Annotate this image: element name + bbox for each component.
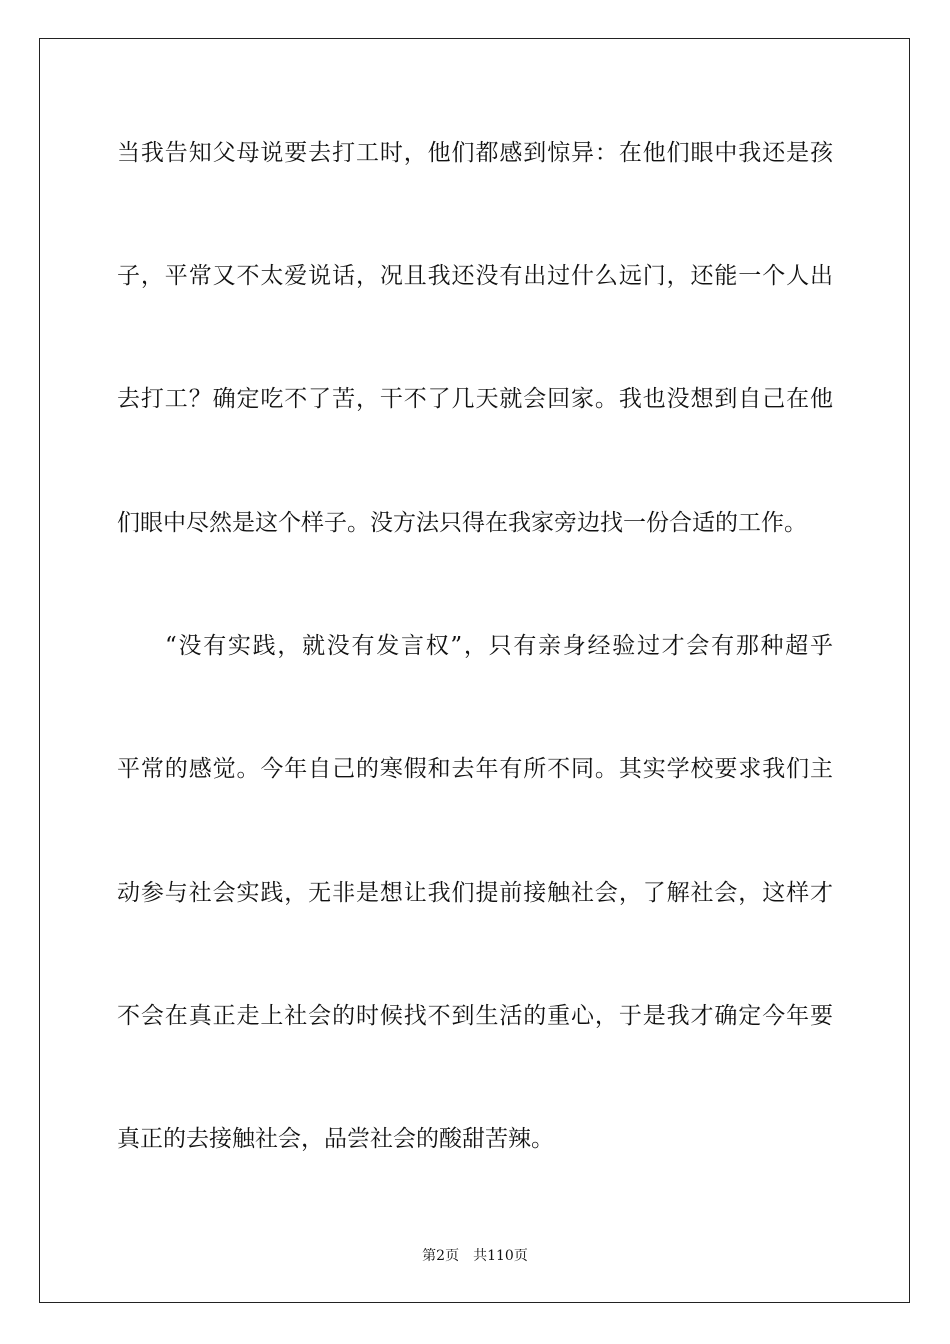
paragraph-line: 当我告知父母说要去打工时，他们都感到惊异：在他们眼中我还是孩 xyxy=(117,140,833,166)
paragraph-line: 去打工？确定吃不了苦，干不了几天就会回家。我也没想到自己在他 xyxy=(117,386,833,412)
page-number: 第2页 xyxy=(422,1248,460,1264)
paragraph-line: 平常的感觉。今年自己的寒假和去年有所不同。其实学校要求我们主 xyxy=(117,756,833,782)
paragraph-line: 动参与社会实践，无非是想让我们提前接触社会，了解社会，这样才 xyxy=(117,880,833,906)
page-total: 共110页 xyxy=(473,1248,528,1264)
page-border xyxy=(39,38,910,1303)
paragraph-line: 子，平常又不太爱说话，况且我还没有出过什么远门，还能一个人出 xyxy=(117,263,833,289)
page-footer xyxy=(0,1247,950,1265)
paragraph-line: 们眼中尽然是这个样子。没方法只得在我家旁边找一份合适的工作。 xyxy=(117,510,807,536)
paragraph-line: 真正的去接触社会，品尝社会的酸甜苦辣。 xyxy=(117,1126,554,1152)
paragraph-line: “没有实践，就没有发言权”，只有亲身经验过才会有那种超乎 xyxy=(165,633,833,659)
paragraph-line: 不会在真正走上社会的时候找不到生活的重心，于是我才确定今年要 xyxy=(117,1003,833,1029)
